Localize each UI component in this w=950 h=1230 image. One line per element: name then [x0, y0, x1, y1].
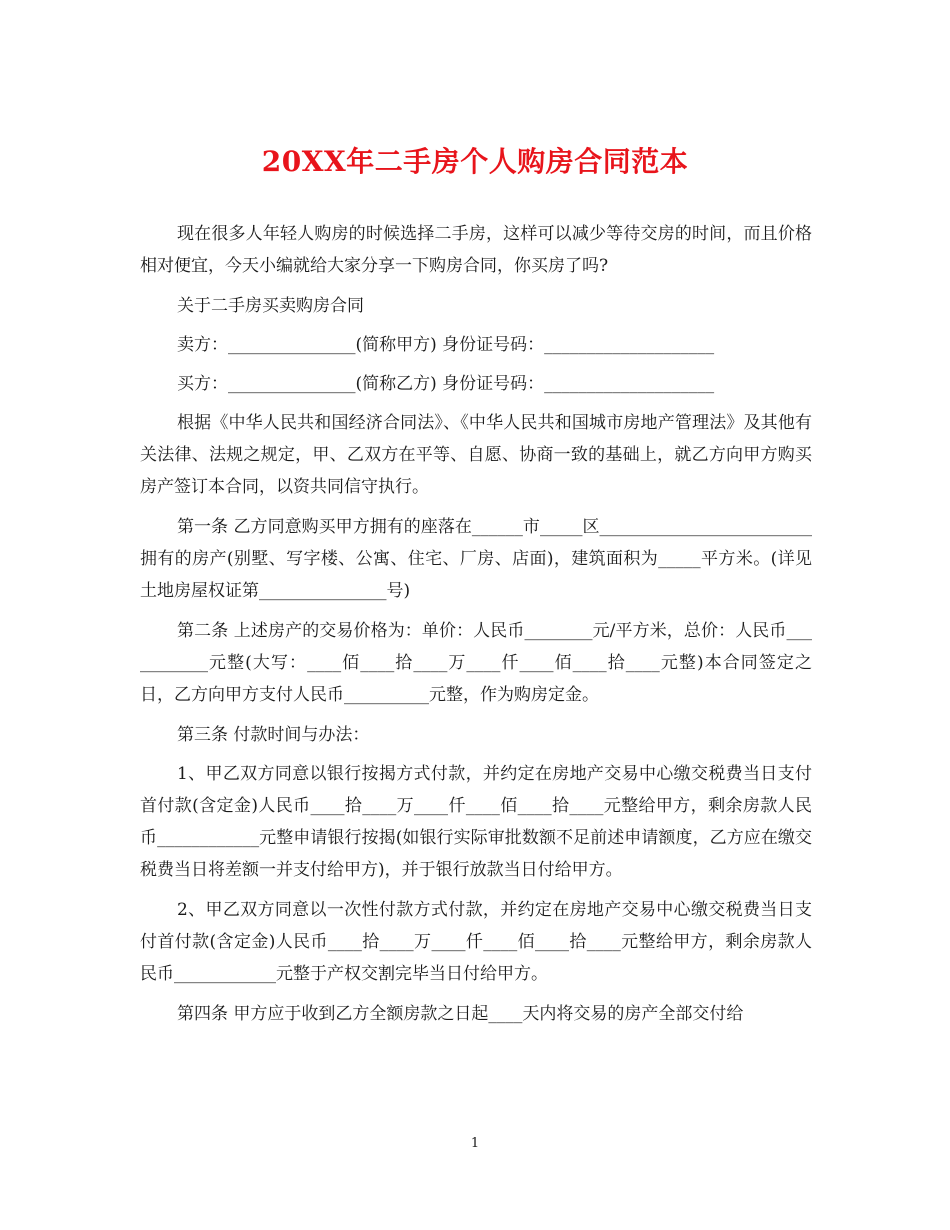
buyer-line: 买方：_______________(简称乙方) 身份证号码：____________________ — [177, 374, 715, 394]
document-title: 20XX年二手房个人购房合同范本 — [261, 145, 689, 178]
section-heading: 关于二手房买卖购房合同 — [177, 296, 364, 316]
legal-basis-paragraph: 根据《中华人民共和国经济合同法》、《中华人民共和国城市房地产管理法》及其他有关法律、法规之规定，甲、乙双方在平等、自愿、协商一致的基础上，就乙方向甲方购买房产签订本合同，以资共同信守执行。 — [140, 413, 812, 497]
seller-line: 卖方：_______________(简称甲方) 身份证号码：____________________ — [177, 335, 715, 355]
article-4-paragraph: 第四条 甲方应于收到乙方全额房款之日起____天内将交易的房产全部交付给 — [177, 1004, 744, 1024]
article-3-item-2: 2、甲乙双方同意以一次性付款方式付款，并约定在房地产交易中心缴交税费当日支付首付款(含定金)人民币____拾____万____仟____佰____拾____元整给甲方，剩余房款人民币____________元整于产权交割完毕当日付给甲方。 — [140, 900, 812, 984]
page-number: 1 — [470, 1136, 480, 1151]
intro-paragraph: 现在很多人年轻人购房的时候选择二手房，这样可以减少等待交房的时间，而且价格相对便宜，今天小编就给大家分享一下购房合同，你买房了吗? — [140, 224, 812, 276]
article-3-heading: 第三条 付款时间与办法： — [177, 725, 370, 745]
document-body — [140, 218, 812, 1038]
article-1-paragraph: 第一条 乙方同意购买甲方拥有的座落在______市_____区_________________________拥有的房产(别墅、写字楼、公寓、住宅、厂房、店面)，建筑面积为_____平方米。(详见土地房屋权证第_______________号) — [140, 517, 812, 601]
article-3-item-1: 1、甲乙双方同意以银行按揭方式付款，并约定在房地产交易中心缴交税费当日支付首付款(含定金)人民币____拾____万____仟____佰____拾____元整给甲方，剩余房款人民币____________元整申请银行按揭(如银行实际审批数额不足前述申请额度，乙方应在缴交税费当日将差额一并支付给甲方)，并于银行放款当日付给甲方。 — [140, 764, 812, 880]
article-2-paragraph: 第二条 上述房产的交易价格为：单价：人民币________元/平方米，总价：人民币___________元整(大写：____佰____拾____万____仟____佰____拾____元整)本合同签定之日，乙方向甲方支付人民币__________元整，作为购房定金。 — [140, 621, 812, 705]
